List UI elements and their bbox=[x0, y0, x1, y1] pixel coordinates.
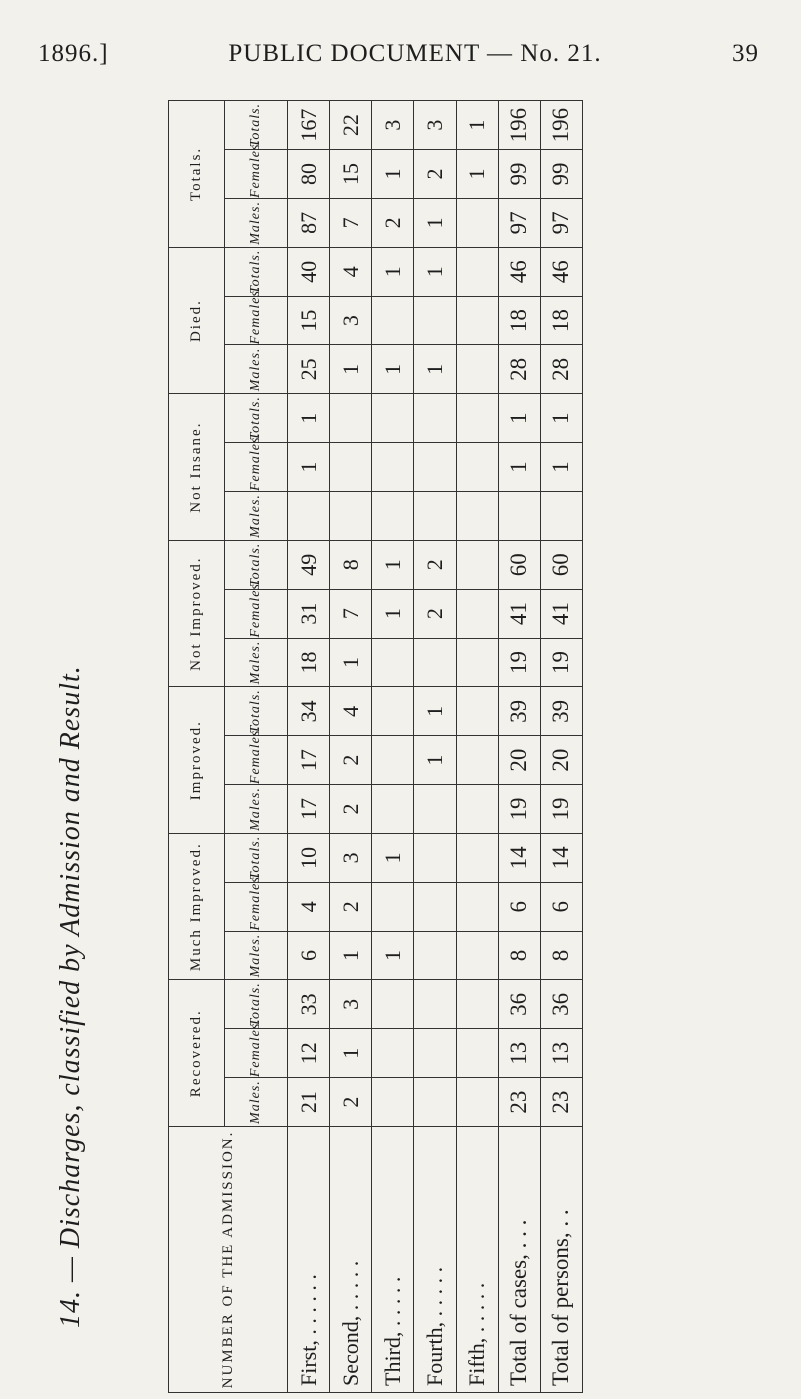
table-cell: 15 bbox=[288, 296, 330, 345]
table-cell: 8 bbox=[540, 931, 582, 980]
table-cell bbox=[414, 296, 456, 345]
row-label: Total of cases, . . . bbox=[498, 1127, 540, 1393]
table-cell: 1 bbox=[372, 931, 414, 980]
table-cell bbox=[414, 980, 456, 1029]
table-cell: 13 bbox=[498, 1029, 540, 1078]
table-cell: 87 bbox=[288, 198, 330, 247]
table-cell: 97 bbox=[498, 198, 540, 247]
table-row bbox=[498, 101, 540, 1393]
table-cell bbox=[372, 443, 414, 492]
table-cell: 3 bbox=[414, 101, 456, 150]
table-cell bbox=[456, 833, 498, 882]
table-cell bbox=[288, 492, 330, 541]
table-cell: 1 bbox=[288, 394, 330, 443]
table-cell bbox=[414, 443, 456, 492]
group-header-died: Died. bbox=[169, 247, 225, 394]
table-cell: 13 bbox=[540, 1029, 582, 1078]
table-cell: 18 bbox=[498, 296, 540, 345]
table-cell: 1 bbox=[330, 638, 372, 687]
table-cell: 6 bbox=[498, 882, 540, 931]
group-header-improved: Improved. bbox=[169, 687, 225, 834]
table-cell bbox=[456, 931, 498, 980]
subheader-died-males: Males. bbox=[225, 345, 288, 394]
table-cell: 3 bbox=[330, 980, 372, 1029]
table-cell: 1 bbox=[372, 345, 414, 394]
header-title: PUBLIC DOCUMENT — No. 21. bbox=[228, 40, 602, 67]
table-cell: 1 bbox=[414, 736, 456, 785]
table-cell: 2 bbox=[372, 198, 414, 247]
table-cell: 8 bbox=[330, 540, 372, 589]
row-label: First, . . . . . . bbox=[288, 1127, 330, 1393]
table-cell bbox=[372, 1078, 414, 1127]
row-label: Third, . . . . . bbox=[372, 1127, 414, 1393]
table-cell bbox=[414, 882, 456, 931]
table-cell bbox=[372, 736, 414, 785]
table-cell bbox=[456, 443, 498, 492]
table-cell: 41 bbox=[498, 589, 540, 638]
page-number: 39 bbox=[732, 40, 759, 67]
table-title: 14. — Discharges, classified by Admission and Result. bbox=[55, 665, 86, 1328]
table-cell: 1 bbox=[414, 687, 456, 736]
table-cell: 2 bbox=[330, 882, 372, 931]
table-cell: 31 bbox=[288, 589, 330, 638]
table-cell: 2 bbox=[414, 150, 456, 199]
table-cell: 1 bbox=[372, 247, 414, 296]
table-cell bbox=[456, 687, 498, 736]
table-cell bbox=[456, 638, 498, 687]
table-cell: 36 bbox=[498, 980, 540, 1029]
table-cell: 1 bbox=[372, 833, 414, 882]
table-cell: 1 bbox=[330, 1029, 372, 1078]
table-cell: 196 bbox=[498, 101, 540, 150]
table-cell bbox=[372, 785, 414, 834]
table-cell bbox=[456, 394, 498, 443]
table-cell: 18 bbox=[288, 638, 330, 687]
table-cell bbox=[540, 492, 582, 541]
table-cell bbox=[372, 492, 414, 541]
table-cell: 2 bbox=[414, 589, 456, 638]
table-cell: 3 bbox=[372, 101, 414, 150]
table-cell: 33 bbox=[288, 980, 330, 1029]
table-cell: 15 bbox=[330, 150, 372, 199]
table-cell bbox=[456, 492, 498, 541]
subheader-not-insane-females: Females. bbox=[225, 443, 288, 492]
table-cell: 14 bbox=[540, 833, 582, 882]
table-cell bbox=[414, 638, 456, 687]
row-label: Second, . . . . . bbox=[330, 1127, 372, 1393]
subheader-improved-males: Males. bbox=[225, 785, 288, 834]
table-cell bbox=[456, 247, 498, 296]
group-header-not-insane: Not Insane. bbox=[169, 394, 225, 541]
table-cell bbox=[456, 1029, 498, 1078]
subheader-totals-females: Females. bbox=[225, 150, 288, 199]
table-cell bbox=[456, 296, 498, 345]
table-cell: 1 bbox=[540, 394, 582, 443]
table-cell bbox=[414, 492, 456, 541]
table-cell: 17 bbox=[288, 785, 330, 834]
table-cell: 6 bbox=[540, 882, 582, 931]
table-cell: 36 bbox=[540, 980, 582, 1029]
table-cell bbox=[414, 785, 456, 834]
table-row bbox=[540, 101, 582, 1393]
table-cell: 23 bbox=[540, 1078, 582, 1127]
table-cell bbox=[456, 785, 498, 834]
table-cell: 60 bbox=[540, 540, 582, 589]
table-cell: 4 bbox=[330, 687, 372, 736]
table-cell: 7 bbox=[330, 198, 372, 247]
table-cell: 7 bbox=[330, 589, 372, 638]
table-cell bbox=[456, 540, 498, 589]
table-cell bbox=[372, 980, 414, 1029]
table-cell: 21 bbox=[288, 1078, 330, 1127]
table-cell: 1 bbox=[456, 101, 498, 150]
row-label: Fourth, . . . . . bbox=[414, 1127, 456, 1393]
table-cell: 19 bbox=[540, 638, 582, 687]
table-cell: 99 bbox=[498, 150, 540, 199]
table-cell bbox=[456, 882, 498, 931]
table-cell: 39 bbox=[498, 687, 540, 736]
subheader-died-females: Females. bbox=[225, 296, 288, 345]
table-row bbox=[330, 101, 372, 1393]
subheader-died-totals: Totals. bbox=[225, 247, 288, 296]
row-label: Total of persons, . . bbox=[540, 1127, 582, 1393]
table-cell bbox=[456, 736, 498, 785]
table-cell: 39 bbox=[540, 687, 582, 736]
table-cell: 97 bbox=[540, 198, 582, 247]
table-cell: 46 bbox=[540, 247, 582, 296]
table-cell: 20 bbox=[498, 736, 540, 785]
table-cell bbox=[456, 345, 498, 394]
subheader-recovered-females: Females. bbox=[225, 1029, 288, 1078]
table-cell: 4 bbox=[330, 247, 372, 296]
table-cell: 2 bbox=[330, 1078, 372, 1127]
subheader-recovered-males: Males. bbox=[225, 1078, 288, 1127]
table-cell: 28 bbox=[540, 345, 582, 394]
table-cell: 19 bbox=[498, 785, 540, 834]
table-row bbox=[414, 101, 456, 1393]
table-cell: 1 bbox=[372, 589, 414, 638]
table-cell: 99 bbox=[540, 150, 582, 199]
table-cell: 3 bbox=[330, 833, 372, 882]
table-cell: 1 bbox=[414, 247, 456, 296]
table-cell: 12 bbox=[288, 1029, 330, 1078]
table-cell bbox=[456, 1078, 498, 1127]
table-cell bbox=[330, 394, 372, 443]
table-row bbox=[456, 101, 498, 1393]
subheader-much-improved-females: Females. bbox=[225, 882, 288, 931]
table-cell bbox=[456, 980, 498, 1029]
table-row bbox=[372, 101, 414, 1393]
discharges-table bbox=[168, 100, 583, 1393]
table-cell bbox=[414, 931, 456, 980]
table-cell bbox=[414, 1029, 456, 1078]
table-cell: 40 bbox=[288, 247, 330, 296]
table-cell bbox=[372, 638, 414, 687]
header-year: 1896.] bbox=[38, 40, 109, 67]
table-cell: 1 bbox=[372, 540, 414, 589]
table-cell: 1 bbox=[414, 345, 456, 394]
table-cell: 34 bbox=[288, 687, 330, 736]
row-header: NUMBER OF THE ADMISSION. bbox=[169, 1127, 288, 1393]
table-cell: 19 bbox=[540, 785, 582, 834]
table-cell: 6 bbox=[288, 931, 330, 980]
table-cell: 25 bbox=[288, 345, 330, 394]
table-cell: 167 bbox=[288, 101, 330, 150]
table-cell: 3 bbox=[330, 296, 372, 345]
table-cell: 196 bbox=[540, 101, 582, 150]
subheader-not-improved-females: Females. bbox=[225, 589, 288, 638]
table-cell: 17 bbox=[288, 736, 330, 785]
table-cell bbox=[498, 492, 540, 541]
table-cell: 80 bbox=[288, 150, 330, 199]
table-cell: 41 bbox=[540, 589, 582, 638]
table-cell: 8 bbox=[498, 931, 540, 980]
subheader-not-improved-males: Males. bbox=[225, 638, 288, 687]
table-cell: 1 bbox=[288, 443, 330, 492]
table-cell: 2 bbox=[330, 736, 372, 785]
table-cell: 60 bbox=[498, 540, 540, 589]
group-header-recovered: Recovered. bbox=[169, 980, 225, 1127]
subheader-not-improved-totals: Totals. bbox=[225, 540, 288, 589]
table-cell: 22 bbox=[330, 101, 372, 150]
table-cell bbox=[414, 1078, 456, 1127]
rotated-table-container bbox=[168, 100, 583, 1393]
table-cell: 49 bbox=[288, 540, 330, 589]
subheader-much-improved-males: Males. bbox=[225, 931, 288, 980]
table-cell bbox=[330, 492, 372, 541]
subheader-much-improved-totals: Totals. bbox=[225, 833, 288, 882]
table-cell: 28 bbox=[498, 345, 540, 394]
table-cell bbox=[372, 687, 414, 736]
table-cell: 1 bbox=[540, 443, 582, 492]
table-cell: 2 bbox=[330, 785, 372, 834]
group-header-totals: Totals. bbox=[169, 101, 225, 248]
table-cell: 23 bbox=[498, 1078, 540, 1127]
table-cell bbox=[456, 589, 498, 638]
subheader-totals-totals: Totals. bbox=[225, 101, 288, 150]
table-cell: 1 bbox=[330, 931, 372, 980]
table-cell: 1 bbox=[456, 150, 498, 199]
table-cell: 19 bbox=[498, 638, 540, 687]
table-cell: 1 bbox=[498, 394, 540, 443]
table-cell: 20 bbox=[540, 736, 582, 785]
table-cell: 10 bbox=[288, 833, 330, 882]
subheader-recovered-totals: Totals. bbox=[225, 980, 288, 1029]
table-cell: 1 bbox=[498, 443, 540, 492]
table-cell bbox=[372, 394, 414, 443]
group-header-not-improved: Not Improved. bbox=[169, 540, 225, 687]
table-cell bbox=[456, 198, 498, 247]
table-cell: 2 bbox=[414, 540, 456, 589]
table-cell bbox=[414, 394, 456, 443]
table-cell bbox=[372, 1029, 414, 1078]
subheader-improved-totals: Totals. bbox=[225, 687, 288, 736]
row-label: Fifth, . . . . . bbox=[456, 1127, 498, 1393]
table-row bbox=[288, 101, 330, 1393]
subheader-not-insane-males: Males. bbox=[225, 492, 288, 541]
table-cell bbox=[372, 882, 414, 931]
table-cell: 1 bbox=[330, 345, 372, 394]
table-cell: 1 bbox=[372, 150, 414, 199]
table-cell: 4 bbox=[288, 882, 330, 931]
table-cell: 18 bbox=[540, 296, 582, 345]
table-cell bbox=[330, 443, 372, 492]
table-cell: 1 bbox=[414, 198, 456, 247]
table-cell bbox=[372, 296, 414, 345]
table-cell: 46 bbox=[498, 247, 540, 296]
table-cell bbox=[414, 833, 456, 882]
table-cell: 14 bbox=[498, 833, 540, 882]
group-header-much-improved: Much Improved. bbox=[169, 833, 225, 980]
subheader-totals-males: Males. bbox=[225, 198, 288, 247]
subheader-not-insane-totals: Totals. bbox=[225, 394, 288, 443]
subheader-improved-females: Females. bbox=[225, 736, 288, 785]
